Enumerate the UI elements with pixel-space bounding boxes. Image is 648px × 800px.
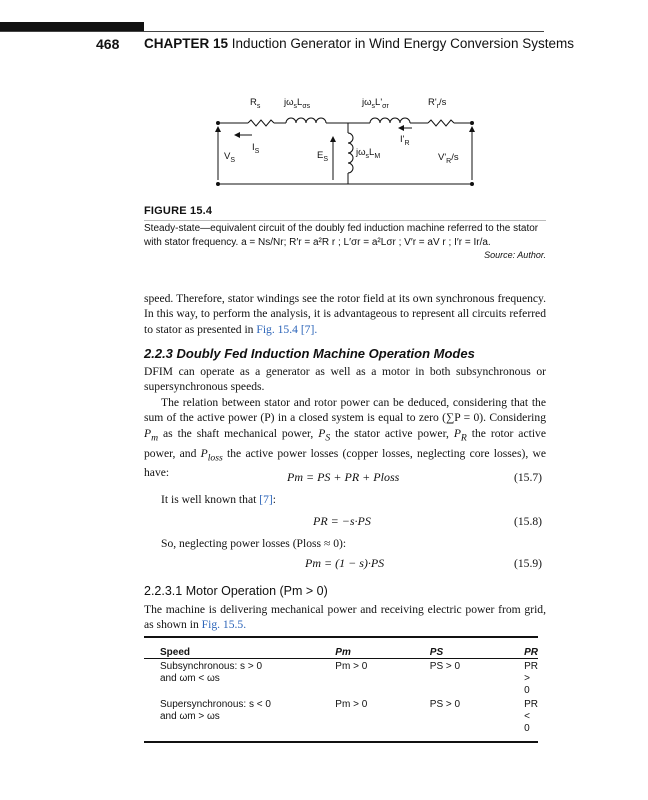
chapter-heading: [144, 36, 574, 51]
paragraph-3-text-d: the rotor active power, and: [144, 426, 546, 460]
paragraph-5-text: It is well known that: [161, 493, 257, 506]
row-speed-cell: [144, 697, 319, 742]
paragraph-1: [144, 291, 546, 337]
equation-15-8: PR = −s·PS: [313, 514, 371, 528]
label-lm: $j\omega_sL_M$: [356, 147, 381, 160]
equation-15-7-number: (15.7): [514, 471, 543, 484]
speed-line-2: and ωm > ωs: [160, 711, 220, 722]
speed-line-2: and ωm < ωs: [160, 673, 220, 684]
equation-15-9-number: (15.9): [514, 557, 543, 570]
is-arrow-head: [234, 132, 240, 138]
paragraph-3: The relation between stator and rotor power can be deduced, considering that the sum of the active power (P) in a closed system is equal to zero (∑P = 0). Considering $P_m$ as the shaft mechanical power, $P_S$ the stator active power, $P_R$ the rotor active power, and $P_{loss}$ the active power losses (copper losses, neglecting core losses), we have:: [144, 396, 546, 480]
header-rule: [0, 31, 544, 32]
terminal-top-left: [216, 121, 220, 125]
header-pr: PR: [508, 637, 538, 659]
ir-arrow-head: [398, 125, 404, 131]
paragraph-6: So, neglecting power losses (Ploss ≈ 0):: [161, 537, 347, 550]
figure-source: Source: Author.: [484, 250, 546, 260]
label-rr: $R'_r/s$: [428, 97, 447, 110]
section-heading-2-2-3: 2.2.3 Doubly Fed Induction Machine Operation Modes: [144, 346, 475, 361]
figure-rule: [144, 220, 546, 221]
label-es: $E_S$: [317, 150, 329, 163]
figure-reference-link[interactable]: Fig. 15.4 [7].: [256, 322, 318, 336]
terminal-top-right: [470, 121, 474, 125]
label-vr: $V'_R/s$: [438, 152, 459, 165]
es-arrow-head: [330, 136, 336, 142]
stator-leakage-inductor: [286, 118, 326, 123]
vs-arrow-head: [215, 126, 221, 132]
figure-number: FIGURE 15.4: [144, 205, 213, 217]
label-ir: $I'_R$: [400, 134, 410, 147]
label-vs: $V_S$: [224, 151, 236, 164]
row-pm-cell: Pm > 0: [335, 661, 368, 672]
caption-line-1: Steady-state—equivalent circuit of the doubly fed induction machine referred to the stator: [144, 223, 539, 234]
terminal-bottom-right: [470, 182, 474, 186]
page-number: 468: [96, 36, 120, 52]
paragraph-3-text-e: the active power losses (copper losses, neglecting core losses), we have:: [144, 446, 546, 480]
citation-link[interactable]: [7]: [259, 493, 273, 506]
operation-modes-table: [144, 636, 538, 743]
rotor-leakage-inductor: [370, 118, 410, 123]
speed-line-1: Supersynchronous: s < 0: [160, 699, 271, 710]
vr-arrow-head: [469, 126, 475, 132]
header-speed: Speed: [144, 637, 319, 659]
label-ls: $j\omega_sL_{\sigma s}$: [284, 97, 311, 110]
table-row: [144, 697, 538, 742]
stator-resistor: [248, 120, 274, 126]
paragraph-3-text-a: The relation between stator and rotor power can be deduced, considering that the sum of the active power (P) in a closed system is equal to zero (∑P = 0). Considering: [144, 396, 546, 425]
row-pm-cell: Pm > 0: [319, 697, 414, 742]
chapter-title: Induction Generator in Wind Energy Conversion Systems: [231, 36, 574, 51]
label-lr: $j\omega_sL'_{\sigma r}$: [362, 97, 389, 110]
figure-caption: [144, 222, 546, 250]
paragraph-3-text-c: the stator active power,: [335, 426, 449, 440]
table-row: [144, 659, 538, 698]
table-header-row: [144, 637, 538, 659]
equivalent-circuit-diagram: [200, 88, 490, 200]
rotor-resistor: [428, 120, 454, 126]
row-ps-cell: PS > 0: [429, 661, 461, 672]
row-ps-cell: PS > 0: [414, 697, 508, 742]
row-speed-cell: [144, 659, 319, 698]
header-ps: PS: [414, 637, 508, 659]
paragraph-2: DFIM can operate as a generator as well as a motor in both subsynchronous or supersynchronous speeds.: [144, 365, 546, 394]
label-rs: $R_s$: [250, 97, 261, 110]
equation-15-7: Pm = PS + PR + Ploss: [287, 470, 400, 484]
paragraph-4-text: The machine is delivering mechanical power and receiving electric power from grid, as shown in: [144, 603, 546, 632]
terminal-bottom-left: [216, 182, 220, 186]
equation-15-8-number: (15.8): [514, 515, 543, 528]
speed-line-1: Subsynchronous: s > 0: [160, 661, 263, 672]
caption-line-2: with stator frequency. a = Ns/Nr; R′r = a²R r ; L′σr = a²Lσr ; V′r = aV r ; I′r = Ir/a.: [144, 237, 491, 248]
figure-15-5-link[interactable]: Fig. 15.5.: [201, 618, 247, 632]
header-bar: [0, 22, 144, 31]
paragraph-4: [144, 602, 546, 633]
magnetizing-inductor: [348, 133, 353, 173]
paragraph-3-text-b: as the shaft mechanical power,: [163, 426, 314, 440]
paragraph-1-text: speed. Therefore, stator windings see the rotor field at its own synchronous frequency. In this way, to perform the analysis, it is advantageous to represent all circuits referred to stator as presented in: [144, 292, 546, 336]
chapter-label: CHAPTER 15: [144, 36, 229, 51]
paragraph-5: It is well known that [7]:: [161, 493, 276, 506]
row-pr-cell: PR > 0: [524, 661, 538, 696]
header-pm: Pm: [319, 637, 414, 659]
section-heading-2-2-3-1: 2.2.3.1 Motor Operation (Pm > 0): [144, 584, 328, 598]
label-is: $I_S$: [252, 142, 260, 155]
row-pr-cell: PR < 0: [508, 697, 538, 742]
equation-15-9: Pm = (1 − s)·PS: [305, 556, 385, 570]
